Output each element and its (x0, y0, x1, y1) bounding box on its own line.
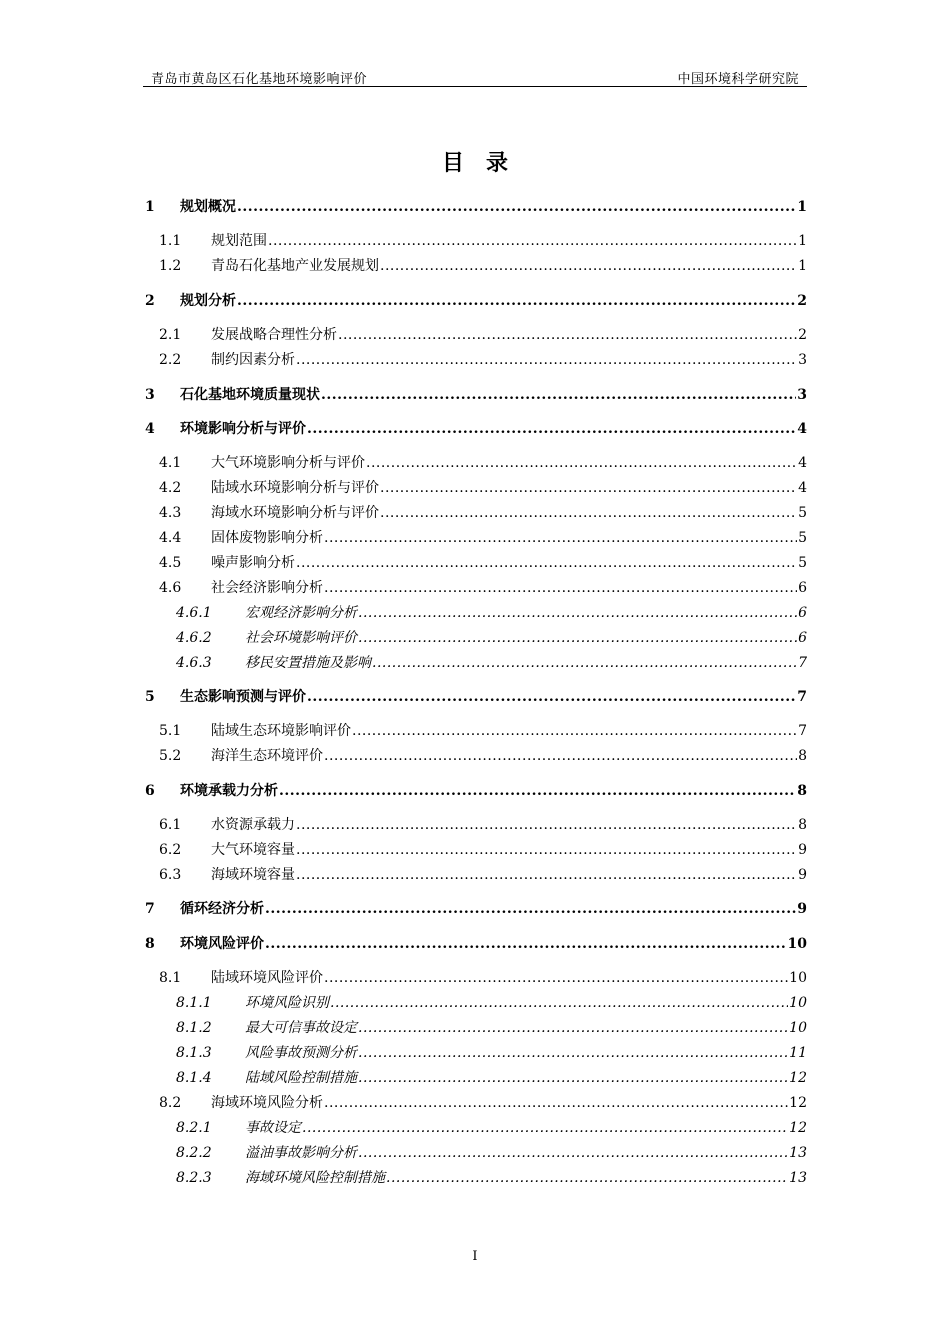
toc-entry-page: 2 (798, 327, 807, 343)
toc-entry-page: 9 (798, 842, 807, 858)
toc-leader-dots (265, 899, 796, 919)
toc-entry[interactable] (159, 528, 807, 548)
toc-entry-title: 循环经济分析 (180, 901, 264, 917)
toc-entry-page: 10 (787, 936, 807, 952)
toc-entry-title: 社会环境影响评价 (245, 630, 357, 646)
toc-entry[interactable] (143, 687, 807, 707)
toc-entry-title: 石化基地环境质量现状 (180, 387, 320, 403)
toc-leader-dots (352, 721, 797, 741)
toc-leader-dots (358, 1018, 788, 1038)
toc-leader-dots (324, 746, 797, 766)
toc-entry[interactable] (159, 503, 807, 523)
toc-leader-dots (372, 653, 797, 673)
toc-entry-title: 海域环境风险控制措施 (245, 1170, 385, 1186)
toc-entry-title: 大气环境容量 (211, 842, 295, 858)
page-number: I (472, 1249, 478, 1264)
toc-entry[interactable] (176, 628, 807, 648)
toc-entry-number: 6.2 (159, 842, 182, 858)
toc-entry[interactable] (159, 453, 807, 473)
toc-entry-page: 13 (789, 1170, 807, 1186)
toc-entry-number: 8.1.4 (176, 1070, 212, 1086)
toc-entry[interactable] (159, 256, 807, 276)
toc-entry-number: 1.1 (159, 233, 182, 249)
toc-entry[interactable] (159, 721, 807, 741)
toc-entry-page: 5 (798, 555, 807, 571)
toc-leader-dots (338, 325, 797, 345)
toc-entry-number: 2.2 (159, 352, 182, 368)
toc-entry-title: 环境承载力分析 (180, 783, 278, 799)
toc-entry[interactable] (176, 1043, 807, 1063)
toc-entry[interactable] (159, 325, 807, 345)
toc-leader-dots (358, 628, 797, 648)
toc-entry-title: 大气环境影响分析与评价 (211, 455, 365, 471)
toc-leader-dots (265, 934, 787, 954)
toc-leader-dots (358, 603, 797, 623)
toc-entry-title: 规划概况 (180, 199, 236, 215)
toc-entry-page: 5 (798, 505, 807, 521)
toc-entry[interactable] (176, 1018, 807, 1038)
toc-entry[interactable] (159, 840, 807, 860)
toc-leader-dots (321, 385, 796, 405)
toc-entry-number: 8.1 (159, 970, 182, 986)
toc-leader-dots (358, 1143, 788, 1163)
toc-entry[interactable] (159, 746, 807, 766)
toc-entry-title: 制约因素分析 (211, 352, 295, 368)
toc-entry-page: 7 (798, 655, 807, 671)
toc-entry-page: 4 (797, 421, 807, 437)
toc-leader-dots (296, 815, 797, 835)
toc-entry-title: 青岛石化基地产业发展规划 (211, 258, 379, 274)
toc-entry-number: 4.6 (159, 580, 182, 596)
toc-entry-page: 10 (789, 995, 807, 1011)
toc-entry-page: 1 (798, 258, 807, 274)
toc-entry-number: 4.6.2 (176, 630, 212, 646)
toc-entry-number: 2 (145, 293, 155, 309)
toc-leader-dots (302, 1118, 788, 1138)
toc-entry-page: 5 (798, 530, 807, 546)
toc-entry[interactable] (159, 350, 807, 370)
toc-entry-title: 事故设定 (245, 1120, 301, 1136)
toc-entry[interactable] (176, 1118, 807, 1138)
toc-entry-title: 宏观经济影响分析 (245, 605, 357, 621)
toc-leader-dots (307, 687, 796, 707)
toc-entry-page: 12 (789, 1120, 807, 1136)
toc-entry[interactable] (143, 934, 807, 954)
toc-entry-page: 6 (798, 580, 807, 596)
toc-entry-title: 环境风险识别 (245, 995, 329, 1011)
toc-entry-title: 移民安置措施及影响 (245, 655, 371, 671)
toc-entry-number: 4.5 (159, 555, 182, 571)
toc-entry-number: 4.6.3 (176, 655, 212, 671)
toc-entry-number: 5.2 (159, 748, 182, 764)
toc-entry-number: 1 (145, 199, 155, 215)
toc-entry[interactable] (176, 1168, 807, 1188)
toc-entry-title: 环境风险评价 (180, 936, 264, 952)
toc-entry-page: 3 (797, 387, 807, 403)
toc-leader-dots (324, 578, 797, 598)
toc-entry-number: 6.3 (159, 867, 182, 883)
toc-entry-number: 4.2 (159, 480, 182, 496)
toc-leader-dots (296, 350, 797, 370)
toc-entry[interactable] (159, 478, 807, 498)
toc-entry-title: 社会经济影响分析 (211, 580, 323, 596)
toc-leader-dots (296, 553, 797, 573)
toc-entry-number: 8.2.2 (176, 1145, 212, 1161)
toc-entry-title: 海域环境风险分析 (211, 1095, 323, 1111)
toc-entry-page: 1 (798, 233, 807, 249)
toc-entry[interactable] (143, 781, 807, 801)
toc-entry-title: 溢油事故影响分析 (245, 1145, 357, 1161)
toc-entry-page: 8 (798, 748, 807, 764)
toc-leader-dots (330, 993, 788, 1013)
toc-entry-page: 11 (789, 1045, 807, 1061)
toc-entry-title: 固体废物影响分析 (211, 530, 323, 546)
toc-leader-dots (358, 1043, 788, 1063)
toc-entry-page: 3 (798, 352, 807, 368)
toc-entry-number: 8 (145, 936, 155, 952)
toc-leader-dots (237, 197, 796, 217)
toc-entry-page: 10 (789, 1020, 807, 1036)
toc-entry[interactable] (159, 815, 807, 835)
toc-entry-title: 水资源承载力 (211, 817, 295, 833)
toc-entry-title: 噪声影响分析 (211, 555, 295, 571)
toc-leader-dots (380, 478, 797, 498)
toc-entry[interactable] (143, 197, 807, 217)
toc-entry-title: 陆域风险控制措施 (245, 1070, 357, 1086)
toc-entry-title: 规划分析 (180, 293, 236, 309)
toc-entry[interactable] (159, 553, 807, 573)
toc-leader-dots (296, 840, 797, 860)
toc-entry-page: 10 (789, 970, 807, 986)
toc-entry[interactable] (143, 419, 807, 439)
toc-entry-number: 7 (145, 901, 155, 917)
toc-entry[interactable] (143, 385, 807, 405)
toc-entry-number: 4.3 (159, 505, 182, 521)
toc-entry-page: 12 (789, 1095, 807, 1111)
toc-entry[interactable] (159, 968, 807, 988)
toc-entry-number: 4.1 (159, 455, 182, 471)
toc-entry-number: 6.1 (159, 817, 182, 833)
toc-entry-title: 生态影响预测与评价 (180, 689, 306, 705)
toc-entry[interactable] (159, 1093, 807, 1113)
toc-entry-title: 海洋生态环境评价 (211, 748, 323, 764)
toc-entry[interactable] (159, 578, 807, 598)
toc-entry-title: 规划范围 (211, 233, 267, 249)
toc-entry-number: 8.2 (159, 1095, 182, 1111)
toc-entry-number: 4 (145, 421, 155, 437)
toc-entry-title: 发展战略合理性分析 (211, 327, 337, 343)
toc-entry-title: 风险事故预测分析 (245, 1045, 357, 1061)
toc-leader-dots (366, 453, 797, 473)
toc-entry-page: 6 (798, 605, 807, 621)
toc-leader-dots (324, 528, 797, 548)
toc-leader-dots (324, 1093, 788, 1113)
toc-entry[interactable] (176, 603, 807, 623)
toc-leader-dots (380, 256, 797, 276)
toc-entry-number: 4.4 (159, 530, 182, 546)
header-organization: 中国环境科学研究院 (677, 72, 799, 87)
toc-entry-page: 13 (789, 1145, 807, 1161)
toc-entry-page: 2 (797, 293, 807, 309)
toc-leader-dots (324, 968, 788, 988)
toc-entry-page: 9 (798, 867, 807, 883)
toc-leader-dots (296, 865, 797, 885)
toc-entry-number: 5 (145, 689, 155, 705)
toc-entry[interactable] (159, 865, 807, 885)
toc-entry-title: 最大可信事故设定 (245, 1020, 357, 1036)
toc-entry-page: 7 (798, 723, 807, 739)
toc-entry-number: 8.1.3 (176, 1045, 212, 1061)
header-document-title: 青岛市黄岛区石化基地环境影响评价 (151, 72, 368, 87)
toc-entry[interactable] (176, 993, 807, 1013)
toc-entry-title: 海域环境容量 (211, 867, 295, 883)
toc-entry-page: 4 (798, 455, 807, 471)
toc-entry-title: 海域水环境影响分析与评价 (211, 505, 379, 521)
toc-entry[interactable] (176, 653, 807, 673)
toc-entry-page: 8 (797, 783, 807, 799)
toc-entry[interactable] (159, 231, 807, 251)
toc-entry-page: 6 (798, 630, 807, 646)
toc-leader-dots (307, 419, 796, 439)
toc-entry-number: 5.1 (159, 723, 182, 739)
toc-entry-number: 1.2 (159, 258, 182, 274)
toc-entry-page: 1 (797, 199, 807, 215)
toc-entry-number: 8.1.2 (176, 1020, 212, 1036)
toc-entry-title: 陆域环境风险评价 (211, 970, 323, 986)
toc-leader-dots (386, 1168, 788, 1188)
toc-leader-dots (279, 781, 796, 801)
toc-entry-page: 9 (797, 901, 807, 917)
toc-leader-dots (380, 503, 797, 523)
toc-entry-number: 3 (145, 387, 155, 403)
toc-entry-number: 8.2.3 (176, 1170, 212, 1186)
toc-entry-title: 陆域生态环境影响评价 (211, 723, 351, 739)
toc-entry-number: 4.6.1 (176, 605, 212, 621)
toc-leader-dots (358, 1068, 788, 1088)
toc-entry[interactable] (176, 1068, 807, 1088)
toc-entry-number: 8.1.1 (176, 995, 212, 1011)
toc-leader-dots (268, 231, 797, 251)
toc-entry-number: 8.2.1 (176, 1120, 212, 1136)
toc-entry-number: 6 (145, 783, 155, 799)
toc-leader-dots (237, 291, 796, 311)
toc-entry-page: 8 (798, 817, 807, 833)
toc-entry-number: 2.1 (159, 327, 182, 343)
toc-entry-page: 7 (797, 689, 807, 705)
page-header (143, 66, 807, 87)
toc-title: 目录 (441, 150, 530, 176)
toc-entry-page: 12 (789, 1070, 807, 1086)
toc-entry-title: 陆域水环境影响分析与评价 (211, 480, 379, 496)
toc-entry[interactable] (176, 1143, 807, 1163)
toc-entry-title: 环境影响分析与评价 (180, 421, 306, 437)
toc-entry-page: 4 (798, 480, 807, 496)
toc-entry[interactable] (143, 291, 807, 311)
toc-entry[interactable] (143, 899, 807, 919)
